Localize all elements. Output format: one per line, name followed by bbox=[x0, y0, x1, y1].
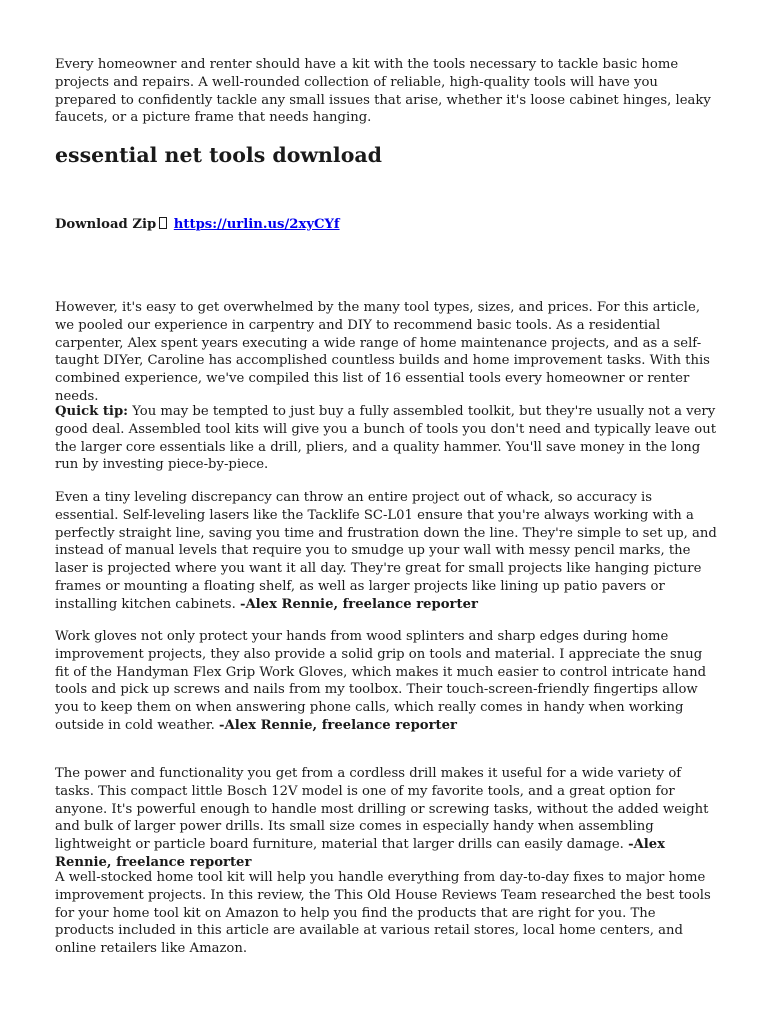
quick-tip-text: You may be tempted to just buy a fully assembled toolkit, but they're usually not a very good deal. Assembled tool kits will give you a bunch of tools you don't need and typically leave out the larger core essentials like a drill, pliers, and a quality hammer. You'll save money in the long run by investing piece-by-piece. bbox=[55, 404, 717, 473]
cordless-drill-text: The power and functionality you get from a cordless drill makes it useful for a wide variety of tasks. This compact little Bosch 12V model is one of my favorite tools, and a great option for anyone. It's powerful enough to handle most drilling or screwing tasks, without the added weight and bulk of larger power drills. Its small size comes in especially handy when assembling lightweight or particle board furniture, material that larger drills can easily damage. bbox=[55, 766, 709, 853]
download-label: Download Zip bbox=[55, 217, 157, 232]
download-link[interactable]: https://urlin.us/2xyCYf bbox=[173, 217, 340, 232]
paragraph-laser-level bbox=[55, 489, 717, 614]
paragraph-work-gloves bbox=[55, 628, 717, 735]
cordless-drill-author: -Alex Rennie, freelance reporter bbox=[55, 837, 666, 870]
work-gloves-text: Work gloves not only protect your hands from wood splinters and sharp edges during home improvement projects, they also provide a solid grip on tools and material. I appreciate the snug fit of the Handyman Flex Grip Work Gloves, which makes it much easier to control intricate hand tools and pick up screws and nails from my toolbox. Their touch-screen-friendly fingertips allow you to keep them on when answering phone calls, which really comes in handy when working outside in cold weather. bbox=[55, 629, 707, 733]
paragraph-quick-tip bbox=[55, 403, 717, 474]
paragraph-tool-kit-review: A well-stocked home tool kit will help you handle everything from day-to-day fixes to major home improvement projects. In this review, the This Old House Reviews Team researched the best tools for your home tool kit on Amazon to help you find the products that are right for you. The products included in this article are available at various retail stores, local home centers, and online retailers like Amazon. bbox=[55, 870, 711, 957]
laser-level-text: Even a tiny leveling discrepancy can throw an entire project out of whack, so accuracy is essential. Self-leveling lasers like the Tacklife SC-L01 ensure that you're always working with a perfectly straight line, saving you time and frustration down the line. They're simple to set up, and instead of manual levels that require you to smudge up your wall with messy pencil marks, the laser is projected where you want it all day. They're great for small projects like hanging picture frames or mounting a floating shelf, as well as larger projects like lining up patio pavers or installing kitchen cabinets. bbox=[55, 490, 717, 612]
work-gloves-author: -Alex Rennie, freelance reporter bbox=[219, 717, 457, 733]
download-line bbox=[55, 216, 340, 234]
quick-tip-label: Quick tip: bbox=[55, 404, 129, 419]
paragraph-overview: However, it's easy to get overwhelmed by the many tool types, sizes, and prices. For this article, we pooled our experience in carpentry and DIY to recommend basic tools. As a residential carpenter, Alex spent years executing a wide range of home maintenance projects, and as a self-taught DIYer, Caroline has accomplished countless builds and home improvement tasks. With this combined experience, we've compiled this list of 16 essential tools every homeowner or renter needs. bbox=[55, 300, 710, 404]
laser-level-author: -Alex Rennie, freelance reporter bbox=[239, 596, 478, 612]
missing-glyph-icon bbox=[159, 217, 167, 229]
intro-paragraph: Every homeowner and renter should have a kit with the tools necessary to tackle basic home projects and repairs. A well-rounded collection of reliable, high-quality tools will have you prepared to confidently tackle any small issues that arise, whether it's loose cabinet hinges, leaky faucets, or a picture frame that needs hanging. bbox=[55, 57, 711, 126]
paragraph-cordless-drill bbox=[55, 765, 717, 872]
page-title: essential net tools download bbox=[55, 143, 383, 167]
